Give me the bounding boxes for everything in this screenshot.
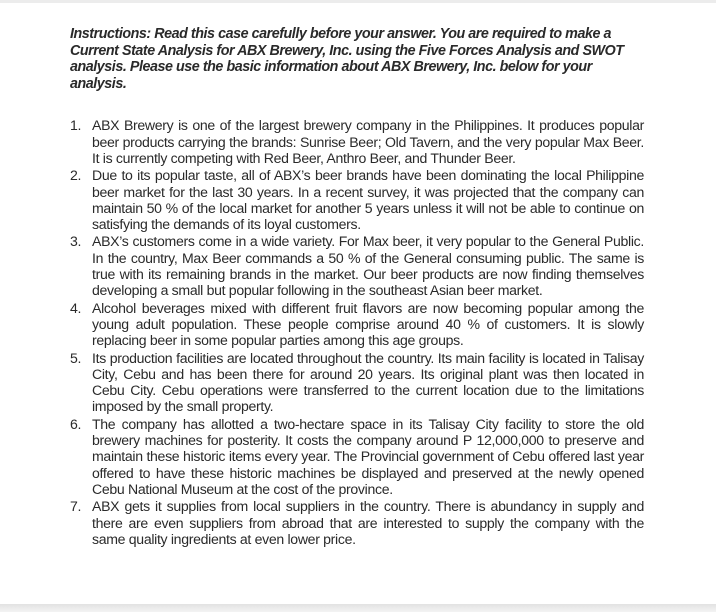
list-item bbox=[70, 167, 644, 232]
item-text: ABX gets it supplies from local suppliers in the country. There is abundancy in supply and there are even suppliers from abroad that are interested to supply the company with the same quality ingredients at even lower price. bbox=[92, 498, 644, 547]
page-bottom-shadow bbox=[0, 604, 716, 612]
list-item bbox=[70, 498, 644, 547]
item-text: Alcohol beverages mixed with different fruit flavors are now becoming popular among the young adult population. These people comprise around 40 % of customers. It is slowly replacing beer in some popular parties among this age groups. bbox=[92, 299, 644, 349]
item-number: 5. bbox=[70, 349, 82, 366]
case-facts-list bbox=[70, 117, 644, 547]
list-item bbox=[70, 416, 644, 497]
top-border bbox=[0, 0, 716, 3]
list-item bbox=[70, 300, 644, 349]
item-number: 6. bbox=[70, 415, 82, 432]
document-content bbox=[70, 26, 644, 548]
instructions-paragraph: Instructions: Read this case carefully before your answer. You are required to make a Current State Analysis for ABX Brewery, Inc. using the Five Forces Analysis and SWOT analysis. Please use the basic information about ABX Brewery, Inc. below for your analysis. bbox=[70, 26, 624, 92]
item-number: 4. bbox=[70, 299, 82, 316]
item-number: 2. bbox=[70, 167, 82, 184]
item-number: 1. bbox=[70, 117, 82, 134]
item-text: Its production facilities are located throughout the country. Its main facility is located in Talisay City, Cebu and has been there for around 20 years. Its original plant was then located in Cebu City. Cebu operations were transferred to the current location due to the limitations imposed by the small property. bbox=[92, 349, 644, 415]
item-text: Due to its popular taste, all of ABX’s beer brands have been dominating the local Philippine beer market for the last 30 years. In a recent survey, it was projected that the company can maintain 50 % of the local market for another 5 years unless it will not be able to continue on satisfying the demands of its loyal customers. bbox=[92, 167, 644, 233]
item-number: 3. bbox=[70, 233, 82, 250]
item-text: ABX Brewery is one of the largest brewery company in the Philippines. It produces popular beer products carrying the brands: Sunrise Beer; Old Tavern, and the very popular Max Beer. It is currently competing with Red Beer, Anthro Beer, and Thunder Beer. bbox=[92, 117, 644, 166]
item-text: The company has allotted a two-hectare space in its Talisay City facility to store the old brewery machines for posterity. It costs the company around P 12,000,000 to preserve and maintain these historic items every year. The Provincial government of Cebu offered last year offered to have these historic machines be displayed and preserved at the newly opened Cebu National Museum at the cost of the province. bbox=[92, 415, 644, 497]
item-text: ABX’s customers come in a wide variety. For Max beer, it very popular to the General Public. In the country, Max Beer commands a 50 % of the General consuming public. The same is true with its remaining brands in the market. Our beer products are now finding themselves developing a small but popular following in the southeast Asian beer market. bbox=[92, 233, 644, 299]
list-item bbox=[70, 117, 644, 166]
item-number: 7. bbox=[70, 498, 82, 515]
list-item bbox=[70, 350, 644, 415]
list-item bbox=[70, 233, 644, 298]
